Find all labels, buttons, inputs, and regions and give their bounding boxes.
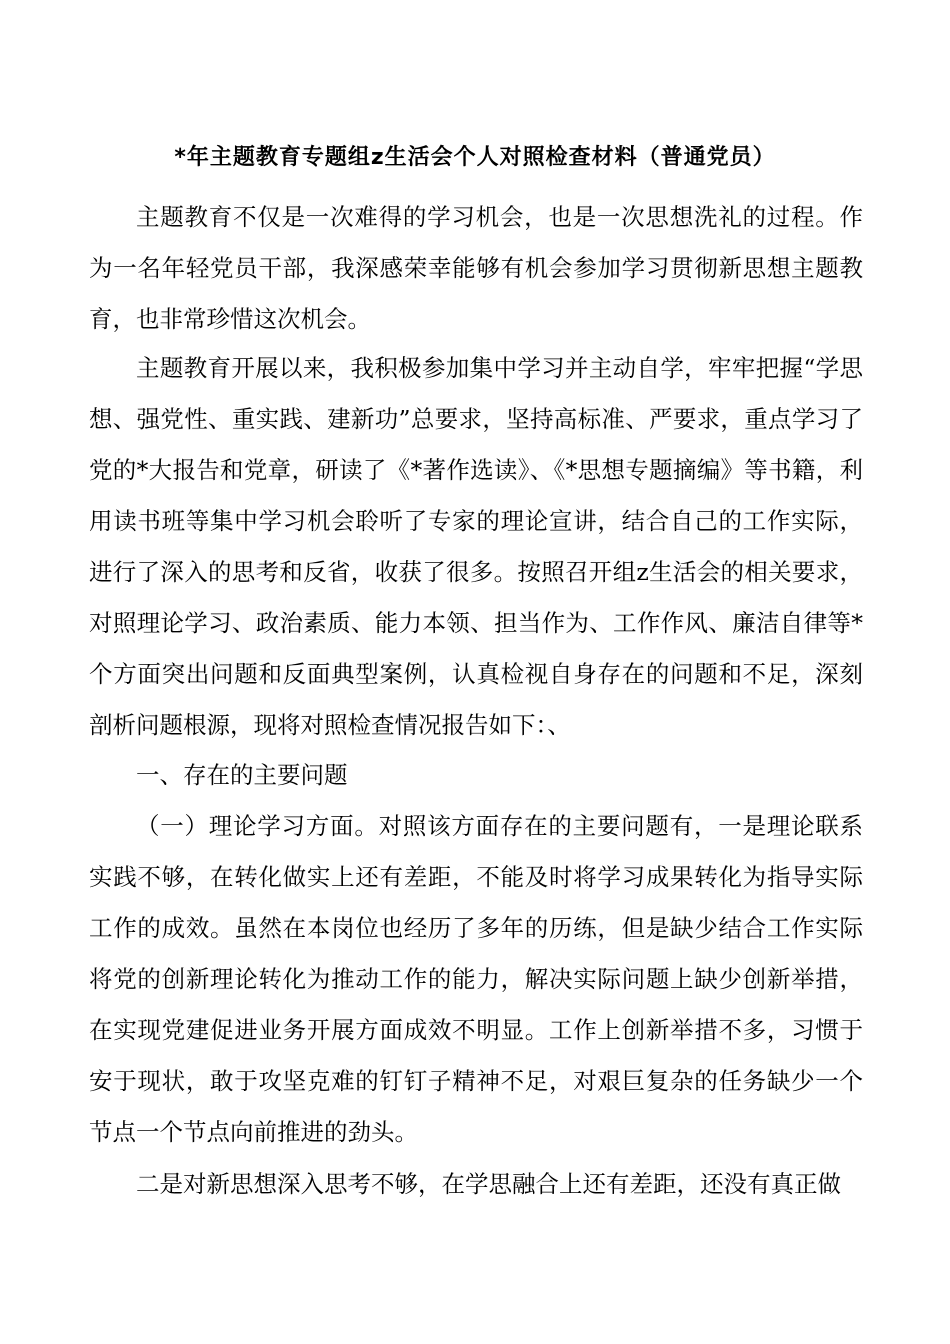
paragraph: 主题教育开展以来，我积极参加集中学习并主动自学，牢牢把握“学思想、强党性、重实践、建新功”总要求，坚持高标准、严要求，重点学习了党的*大报告和党章，研读了《*著作选读》、《*思想专题摘编》等书籍，利用读书班等集中学习机会聆听了专家的理论宣讲，结合自己的工作实际，进行了深入的思考和反省，收获了很多。按照召开组z生活会的相关要求，对照理论学习、政治素质、能力本领、担当作为、工作作风、廉洁自律等*个方面突出问题和反面典型案例，认真检视自身存在的问题和不足，深刻剖析问题根源，现将对照检查情况报告如下：、 <box>89 354 863 739</box>
paragraph: 二是对新思想深入思考不够，在学思融合上还有差距，还没有真正做 <box>136 1170 841 1198</box>
section-heading <box>89 750 863 801</box>
paragraph-intro <box>89 192 863 345</box>
paragraph-thinking <box>89 1159 863 1210</box>
paragraph: （一）理论学习方面。对照该方面存在的主要问题有，一是理论联系实践不够，在转化做实上还有差距，不能及时将学习成果转化为指导实际工作的成效。虽然在本岗位也经历了多年的历练，但是缺少结合工作实际将党的创新理论转化为推动工作的能力，解决实际问题上缺少创新举措，在实现党建促进业务开展方面成效不明显。工作上创新举措不多，习惯于安于现状，敢于攻坚克难的钉钉子精神不足，对艰巨复杂的任务缺少一个节点一个节点向前推进的劲头。 <box>89 812 863 1146</box>
paragraph: 主题教育不仅是一次难得的学习机会，也是一次思想洗礼的过程。作为一名年轻党员干部，我深感荣幸能够有机会参加学习贯彻新思想主题教育，也非常珍惜这次机会。 <box>89 203 863 333</box>
paragraph-theory <box>89 801 863 1158</box>
paragraph-study <box>89 343 863 751</box>
section-heading-text: 一、存在的主要问题 <box>136 761 348 789</box>
document-title: *年主题教育专题组z生活会个人对照检查材料（普通党员） <box>174 145 776 170</box>
